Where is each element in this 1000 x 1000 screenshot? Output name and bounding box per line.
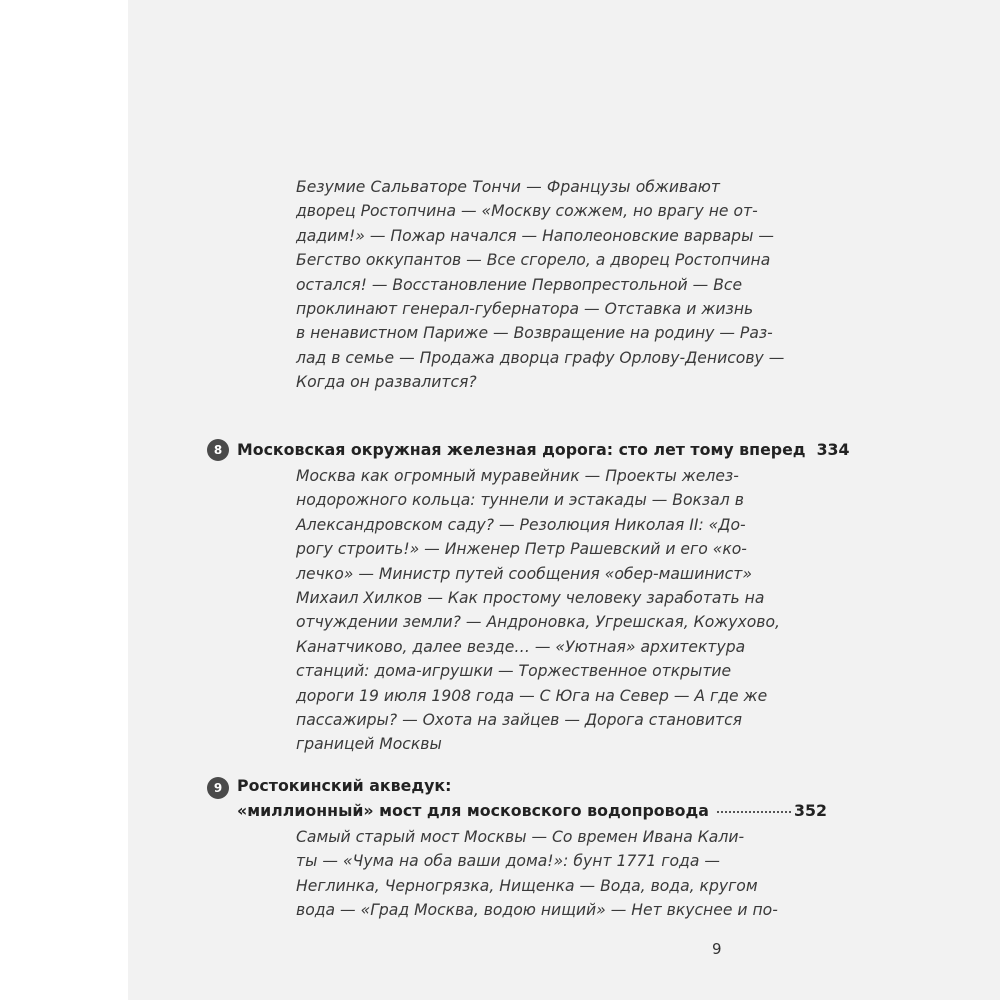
chapter-9-description [296,825,778,923]
chapter-8-number-badge [207,439,229,461]
text-line: Александровском саду? — Резолюция Николая II: «До- [296,515,746,534]
chapter-9-title-line-1[interactable]: Ростокинский акведук: [237,776,452,795]
text-line: Москва как огромный муравейник — Проекты желез- [296,467,739,485]
text-line: границей Москвы [296,735,442,754]
text-line: дадим!» — Пожар начался — Наполеоновские варвары — [296,226,774,245]
text-line: дворец Ростопчина — «Москву сожжем, но врагу не от- [296,202,758,221]
text-line: Канатчиково, далее везде… — «Уютная» архитектура [296,637,746,656]
text-line: Безумие Сальваторе Тончи — Французы обживают [296,178,720,196]
chapter-title: «миллионный» мост для московского водопровода [237,801,709,820]
text-line: пассажиры? — Охота на зайцев — Дорога становится [296,711,743,730]
chapter-8-toc-entry[interactable] [237,440,850,459]
text-line: ты — «Чума на оба ваши дома!»: бунт 1771 года — [296,852,720,871]
text-line: дороги 19 июля 1908 года — С Юга на Север — А где же [296,686,768,705]
chapter-8-description [296,464,780,757]
dot-leader [717,811,791,813]
text-line: Неглинка, Черногрязка, Нищенка — Вода, вода, кругом [296,876,758,895]
chapter-7-description [296,175,785,395]
text-line: остался! — Восстановление Первопрестольной — Все [296,275,743,294]
text-line: вода — «Град Москва, водою нищий» — Нет вкуснее и по- [296,901,778,920]
text-line: станций: дома-игрушки — Торжественное открытие [296,662,732,681]
page-number: 9 [712,940,722,958]
text-line: отчуждении земли? — Андроновка, Угрешская, Кожухово, [296,613,780,632]
chapter-9-toc-entry[interactable] [237,801,827,820]
text-line: Самый старый мост Москвы — Со времен Ивана Кали- [296,828,745,846]
chapter-number: 8 [213,443,223,457]
chapter-page-number: 352 [794,801,827,820]
text-line: Михаил Хилков — Как простому человеку заработать на [296,589,765,608]
chapter-9-number-badge [207,777,229,799]
chapter-title: Московская окружная железная дорога: сто лет тому вперед [237,440,806,459]
text-line: проклинают генерал-губернатора — Отставка и жизнь [296,300,754,319]
chapter-page-number: 334 [816,440,850,459]
text-line: лечко» — Министр путей сообщения «обер-машинист» [296,564,752,583]
text-line: в ненавистном Париже — Возвращение на родину — Раз- [296,324,773,343]
text-line: Бегство оккупантов — Все сгорело, а дворец Ростопчина [296,251,771,270]
text-line: рогу строить!» — Инженер Петр Рашевский и его «ко- [296,540,747,559]
chapter-number: 9 [213,781,223,795]
text-line: Когда он развалится? [296,373,477,392]
text-line: нодорожного кольца: туннели и эстакады — Вокзал в [296,491,744,510]
text-line: лад в семье — Продажа дворца графу Орлову-Денисову — [296,348,785,367]
